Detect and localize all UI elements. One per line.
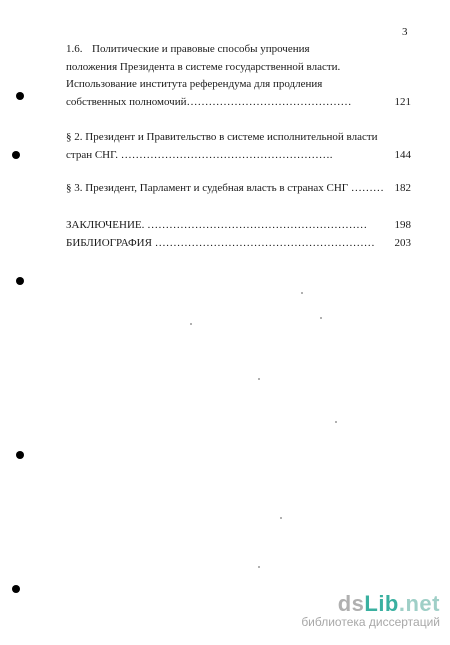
binder-hole: [16, 451, 24, 459]
scan-speck: [320, 317, 322, 319]
scan-speck: [280, 517, 282, 519]
toc-conclusion-title: ЗАКЛЮЧЕНИЕ. ……………………………………………………: [66, 219, 368, 231]
toc-row-1-6: [66, 95, 411, 109]
toc-1-6-page: 121: [394, 96, 411, 108]
scan-speck: [190, 323, 192, 325]
toc-bibliography-page: 203: [394, 237, 411, 249]
toc-s2-title-line1: § 2. Президент и Правительство в системе исполнительной власти: [66, 131, 378, 143]
toc-s2-page: 144: [394, 149, 411, 161]
toc-1-6-number: 1.6.: [66, 43, 83, 55]
watermark-logo: [240, 591, 440, 635]
scan-speck: [258, 566, 260, 568]
toc-1-6-title-line4: собственных полномочий………………………………………: [66, 96, 352, 108]
binder-hole: [12, 585, 20, 593]
watermark-ds: ds: [337, 591, 365, 616]
toc-1-6-title-line3: Использование института референдума для продления: [66, 78, 323, 90]
binder-hole: [12, 151, 20, 159]
toc-s2-title-line2: стран СНГ. ………………………………………………….: [66, 149, 333, 161]
toc-s3-title: § 3. Президент, Парламент и судебная власть в странах СНГ ………: [66, 182, 384, 194]
watermark-lib: Lib: [364, 591, 399, 616]
toc-bibliography-title: БИБЛИОГРАФИЯ ……………………………………………………: [66, 237, 375, 249]
toc-row-s3: [66, 181, 411, 195]
toc-conclusion-page: 198: [394, 219, 411, 231]
toc-row-bibliography: [66, 236, 411, 250]
binder-hole: [16, 277, 24, 285]
watermark-brand: [240, 591, 440, 617]
watermark-subtitle: библиотека диссертаций: [301, 615, 440, 629]
toc-1-6-title-line1: Политические и правовые способы упрочения: [92, 43, 310, 55]
scan-speck: [258, 378, 260, 380]
scan-speck: [335, 421, 337, 423]
watermark-net: .net: [398, 591, 440, 616]
toc-row-conclusion: [66, 218, 411, 232]
binder-hole: [16, 92, 24, 100]
toc-s3-page: 182: [394, 182, 411, 194]
toc-1-6-title-line2: положения Президента в системе государственной власти.: [66, 61, 341, 73]
toc-row-s2: [66, 148, 411, 162]
scan-speck: [301, 292, 303, 294]
page-number: 3: [402, 26, 408, 38]
